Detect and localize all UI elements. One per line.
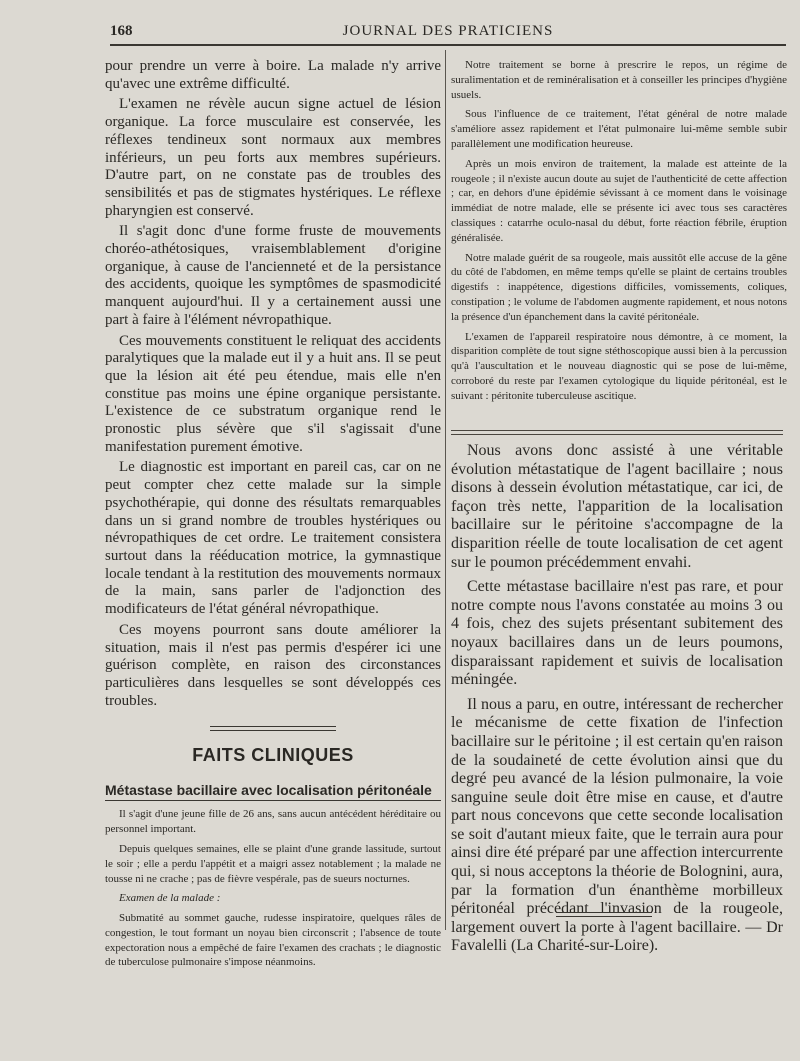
exam-heading: Examen de la malade : bbox=[119, 892, 221, 905]
paragraph: L'examen ne révèle aucun signe actuel de lésion organique. La force musculaire est conservée, les réflexes tendineux sont normaux aux membres inférieurs, un peu forts aux membres supérieurs. D'autre part, on ne constate pas de troubles des sensibilités et pas de stigmates hystériques. Le réflexe pharyngien est conservé. bbox=[105, 96, 441, 219]
right-column-small-text bbox=[451, 58, 787, 409]
paragraph: L'examen de l'appareil respiratoire nous démontre, à ce moment, la disparition complète de tout signe stéthoscopique aussi bien à la percussion qu'à l'auscultation et le nouveau diagnostic qui se pose de lui-même, corroboré du reste par l'examen cytologique du liquide péritonéal, est le suivant : péritonite tuberculeuse ascitique. bbox=[451, 330, 787, 402]
case-paragraph: Il s'agit d'une jeune fille de 26 ans, sans aucun antécédent héréditaire ou personnel important. bbox=[105, 808, 441, 836]
page-header bbox=[110, 18, 786, 46]
section-title: FAITS CLINIQUES bbox=[192, 745, 354, 766]
exam-paragraph: Submatité au sommet gauche, rudesse inspiratoire, quelques râles de congestion, le tout formant un noyau bien circonscrit ; l'absence de toute expectoration nous a empêché de faire l'examen des crachats ; le diagnostic de tuberculose pulmonaire s'impose néanmoins. bbox=[105, 912, 441, 969]
left-column bbox=[105, 58, 441, 975]
paragraph: Sous l'influence de ce traitement, l'état général de notre malade s'améliore assez rapidement et l'état pulmonaire lui-même semble subir parallèlement une modification heureuse. bbox=[451, 108, 787, 150]
paragraph: Notre malade guérit de sa rougeole, mais aussitôt elle accuse de la gêne du côté de l'abdomen, en même temps qu'elle se plaint de certains troubles digestifs : inappétence, digestions difficiles, vomissements, coliques, constipation ; le volume de l'abdomen augmente rapidement, et nous notons la présence d'un épanchement dans la cavité péritonéale. bbox=[451, 251, 787, 323]
paragraph: Après un mois environ de traitement, la malade est atteinte de la rougeole ; il n'existe aucun doute au sujet de l'authenticité de cette affection ; car, en dehors d'une épidémie sévissant à ce moment dans le voisinage immédiat de notre malade, elle se présente ici avec tous ses caractères classiques : catarrhe oculo-nasal du début, forte réaction fébrile, éruption généralisée. bbox=[451, 157, 787, 244]
right-column-separator bbox=[451, 430, 783, 435]
paragraph: Notre traitement se borne à prescrire le repos, un régime de suralimentation et de reminéralisation et à conseiller les principes d'hygiène usuels. bbox=[451, 59, 787, 101]
journal-title: JOURNAL DES PRATICIENS bbox=[342, 22, 554, 39]
paragraph: Cette métastase bacillaire n'est pas rare, et pour notre compte nous l'avons constatée au moins 3 ou 4 fois, chez des sujets présentant subitement des noyaux bacillaires dans un de leurs poumons, disparaissant rapidement et suivis de localisation méningée. bbox=[451, 578, 783, 689]
paragraph: Il s'agit donc d'une forme fruste de mouvements choréo-athétosiques, vraisemblablement d'origine organique, à cause de l'ancienneté et de la persistance des accidents, quoique les symptômes de spasmodicité manquent aujourd'hui. Il y a certainement aussi une part à faire à l'élément névropathique. bbox=[105, 223, 441, 328]
section-rule bbox=[210, 726, 336, 731]
paragraph: Nous avons donc assisté à une véritable évolution métastatique de l'agent bacillaire ; nous disons à dessein évolution métastatique, car ici, de façon très nette, l'apparition de la localisation bacillaire sur le péritoine s'accompagne de la disparition réelle de toute localisation de cet agent sur le poumon précédemment envahi. bbox=[451, 442, 783, 571]
article-end-rule bbox=[556, 912, 652, 917]
column-divider bbox=[445, 50, 446, 930]
paragraph: Il nous a paru, en outre, intéressant de rechercher le mécanisme de cette fixation de l'infection bacillaire sur le péritoine ; il est certain qu'en raison de la soudaineté de cette évolution ainsi que du degré peu avancé de la lésion pulmonaire, la voie sanguine seule doit être mise en cause, et d'autre part nous concevons que cette seconde localisation se soit d'autant mieux faite, que le terrain aura pour ainsi dire été préparé par une affection intercurrente qui, si nous acceptons la théorie de Bolognini, aura, par la formation d'un énanthème morbilleux péritonéal précédant l'invasion de la rougeole, largement ouvert la porte à l'agent bacillaire. — Dr Favalelli (La Charité-sur-Loire). bbox=[451, 695, 783, 955]
paragraph: Ces mouvements constituent le reliquat des accidents paralytiques que la malade eut il y a huit ans. Il se peut que la lésion ait été peu étendue, mais elle n'en constitue pas moins une épine organique persistante. L'existence de ce substratum organique rend le pronostic plus sévère que s'il s'agissait d'une manifestation purement émotive. bbox=[105, 332, 441, 455]
article-title: Métastase bacillaire avec localisation péritonéale bbox=[105, 782, 441, 801]
paragraph: pour prendre un verre à boire. La malade n'y arrive qu'avec une extrême difficulté. bbox=[105, 58, 441, 92]
case-paragraph: Depuis quelques semaines, elle se plaint d'une grande lassitude, surtout le soir ; elle a perdu l'appétit et a maigri assez notablement ; la malade ne tousse ni ne crache ; pas de fièvre vespérale, pas de sueurs nocturnes. bbox=[105, 842, 441, 885]
right-column-large-text bbox=[451, 442, 783, 962]
page-number: 168 bbox=[110, 22, 133, 39]
paragraph: Ces moyens pourront sans doute améliorer la situation, mais il n'est pas permis d'espérer ici une guérison complète, en raison des circonstances particulières dans lesquelles se sont développés ces troubles. bbox=[105, 621, 441, 709]
paragraph: Le diagnostic est important en pareil cas, car on ne peut compter chez cette malade sur la simple psychothérapie, qui donne des résultats remarquables dans un si grand nombre de troubles hystériques ou névropathiques de cet ordre. Le traitement consistera surtout dans la rééducation motrice, la gymnastique locale tendant à la restitution des mouvements normaux de la main, sans parler de l'adjonction des modificateurs de l'état général névropathique. bbox=[105, 459, 441, 618]
